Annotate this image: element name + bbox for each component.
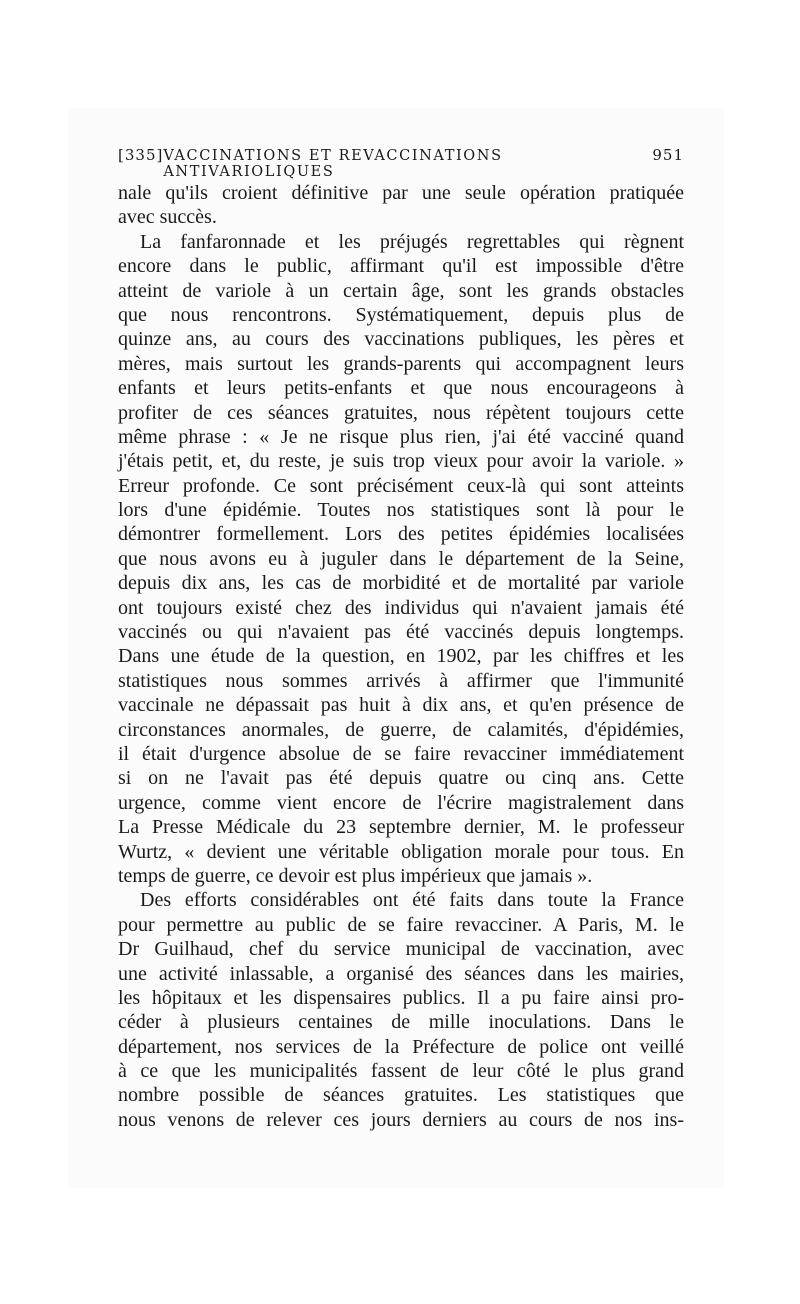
- text-line: à ce que les municipalités fassent de leur côté le plus grand: [118, 1060, 684, 1083]
- text-line: La Presse Médicale du 23 septembre dernier, M. le professeur: [118, 816, 684, 839]
- text-line: Wurtz, « devient une véritable obligation morale pour tous. En: [118, 840, 684, 863]
- text-line: Erreur profonde. Ce sont précisément ceux-là qui sont atteints: [118, 474, 684, 497]
- text-line: j'étais petit, et, du reste, je suis trop vieux pour avoir la variole. »: [118, 450, 684, 473]
- page-reference: [335]: [118, 146, 164, 164]
- text-line: vaccinale ne dépassait pas huit à dix ans, et qu'en présence de: [118, 694, 684, 717]
- paragraph-1: [118, 181, 684, 230]
- text-line: La fanfaronnade et les préjugés regrettables qui règnent: [140, 230, 684, 253]
- page-number: 951: [652, 146, 684, 164]
- running-title: VACCINATIONS ET REVACCINATIONS ANTIVARIOLIQUES: [163, 148, 503, 180]
- body-text: [118, 181, 684, 1132]
- text-line: pour permettre au public de se faire revacciner. A Paris, M. le: [118, 913, 684, 936]
- text-line: profiter de ces séances gratuites, nous répètent toujours cette: [118, 401, 684, 424]
- text-line: même phrase : « Je ne risque plus rien, j'ai été vacciné quand: [118, 425, 684, 448]
- text-line: nale qu'ils croient définitive par une seule opération pratiquée: [118, 182, 684, 204]
- paragraph-2: [118, 230, 684, 889]
- text-line: urgence, comme vient encore de l'écrire magistralement dans: [118, 791, 684, 814]
- running-header: [118, 146, 684, 180]
- text-line: quinze ans, au cours des vaccinations publiques, les pères et: [118, 328, 684, 351]
- text-line: vaccinés ou qui n'avaient pas été vaccinés depuis longtemps.: [118, 621, 684, 644]
- text-line: lors d'une épidémie. Toutes nos statistiques sont là pour le: [118, 499, 684, 522]
- text-line: démontrer formellement. Lors des petites épidémies localisées: [118, 523, 684, 546]
- text-line: mères, mais surtout les grands-parents qui accompagnent leurs: [118, 352, 684, 375]
- text-line: avec succès.: [118, 206, 217, 229]
- text-line: enfants et leurs petits-enfants et que nous encourageons à: [118, 377, 684, 400]
- text-line: statistiques nous sommes arrivés à affirmer que l'immunité: [118, 669, 684, 692]
- text-line: une activité inlassable, a organisé des séances dans les mairies,: [118, 962, 684, 985]
- text-line: céder à plusieurs centaines de mille inoculations. Dans le: [118, 1011, 684, 1034]
- text-line: département, nos services de la Préfecture de police ont veillé: [118, 1035, 684, 1058]
- text-line: encore dans le public, affirmant qu'il est impossible d'être: [118, 255, 684, 278]
- text-line: Dans une étude de la question, en 1902, par les chiffres et les: [118, 645, 684, 668]
- text-line: les hôpitaux et les dispensaires publics. Il a pu faire ainsi pro-: [118, 986, 684, 1009]
- paragraph-3: [118, 888, 684, 1132]
- text-line: atteint de variole à un certain âge, sont les grands obstacles: [118, 279, 684, 302]
- text-line: depuis dix ans, les cas de morbidité et de mortalité par variole: [118, 572, 684, 595]
- text-line: si on ne l'avait pas été depuis quatre ou cinq ans. Cette: [118, 767, 684, 790]
- text-line: il était d'urgence absolue de se faire revacciner immédiatement: [118, 742, 684, 765]
- text-line: que nous rencontrons. Systématiquement, depuis plus de: [118, 303, 684, 326]
- text-line: Dr Guilhaud, chef du service municipal de vaccination, avec: [118, 938, 684, 961]
- text-line: Des efforts considérables ont été faits dans toute la France: [140, 889, 684, 912]
- text-line: nombre possible de séances gratuites. Les statistiques que: [118, 1084, 684, 1107]
- text-line: ont toujours existé chez des individus qui n'avaient jamais été: [118, 596, 684, 619]
- text-line: circonstances anormales, de guerre, de calamités, d'épidémies,: [118, 718, 684, 741]
- text-line: temps de guerre, ce devoir est plus impérieux que jamais ».: [118, 864, 593, 887]
- text-line: que nous avons eu à juguler dans le département de la Seine,: [118, 547, 684, 570]
- text-line: nous venons de relever ces jours derniers au cours de nos ins-: [118, 1108, 684, 1131]
